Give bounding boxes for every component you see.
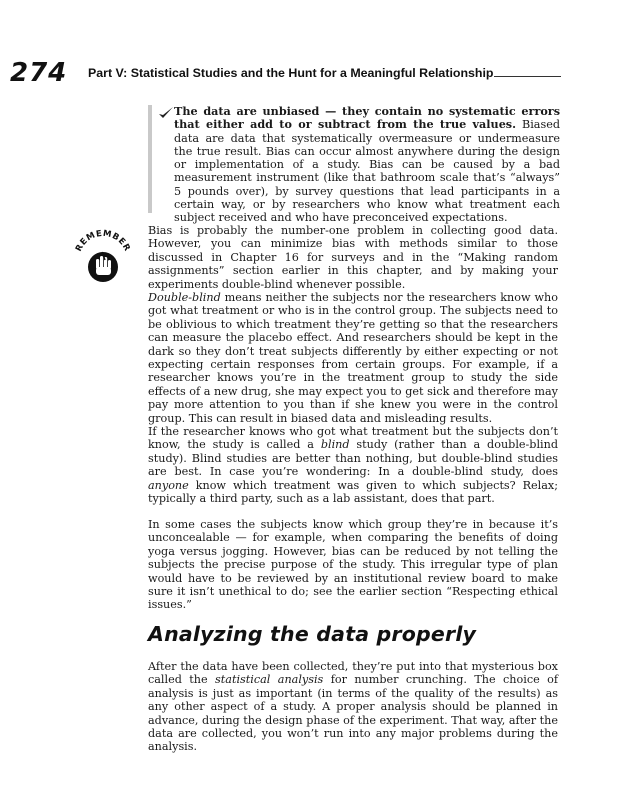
paragraph-blind-study <box>148 425 558 505</box>
paragraph-blind-study-c: know which treatment was given to which subjects? Relax; typically a third party, such as a lab assistant, does that part. <box>148 478 558 506</box>
page-header <box>10 58 570 90</box>
remember-icon <box>72 226 134 288</box>
term-blind: blind <box>320 438 350 452</box>
paragraph-bias: Bias is probably the number-one problem in collecting good data. However, you can minimize bias with methods similar to those discussed in Chapter 16 for surveys and in the “Making random assignments” section earlier in this chapter, and by making your experiments double-blind whenever possible. <box>148 224 558 291</box>
paragraph-unconcealable: In some cases the subjects know which group they’re in because it’s unconcealable — for example, when comparing the benefits of doing yoga versus jogging. However, bias can be reduced by not telling the subjects the precise purpose of the study. This irregular type of plan would have to be reviewed by an institutional review board to make sure it isn’t unethical to do; see the earlier section “Respecting ethical issues.” <box>148 518 558 612</box>
header-rule <box>494 76 561 77</box>
term-statistical-analysis: statistical analysis <box>215 673 324 687</box>
paragraph-double-blind-body: means neither the subjects nor the researchers know who got what treatment or who is in the control group. The subjects need to be oblivious to which treatment they’re getting so that the researchers can measure the placebo effect. And researchers should be kept in the dark so they don’t treat subjects differently by either expecting or not expecting certain responses from certain groups. For example, if a researcher knows you’re in the treatment group to study the side effects of a new drug, she may expect you to get sick and therefore may pay more attention to you than if she knew you were in the control group. This can result in biased data and misleading results. <box>148 291 558 425</box>
term-double-blind: Double-blind <box>148 291 221 304</box>
emphasis-anyone: anyone <box>148 478 189 492</box>
bullet-text <box>174 105 560 225</box>
bullet-body: Biased data are data that systematically overmeasure or undermeasure the true result. Bias can occur almost anywhere during the design or implementation of a study. Bias can be caused by a bad measurement instrument (like that bathroom scale that’s “always” 5 pounds over), by survey questions that lead participants in a certain way, or by researchers who know what treatment each subject received and who have preconceived expectations. <box>174 118 560 225</box>
svg-text:REMEMBER <box>74 229 132 254</box>
bullet-lead-bold: The data are unbiased — they contain no systematic errors that either add to or subtract from the true values. <box>174 104 560 132</box>
page-number: 274 <box>10 58 68 88</box>
section-heading: Analyzing the data properly <box>148 622 477 646</box>
paragraph-analysis <box>148 660 558 754</box>
paragraph-blind-study-a: If the researcher knows who got what treatment but the subjects don’t know, the study is called a <box>148 425 558 452</box>
running-head: Part V: Statistical Studies and the Hunt for a Meaningful Relationship <box>88 66 494 80</box>
checkmark-bullet-icon <box>158 106 174 120</box>
paragraph-analysis-a: After the data have been collected, they’re put into that mysterious box called the <box>148 660 558 687</box>
paragraph-double-blind <box>148 291 558 425</box>
remember-icon-label: REMEMBER <box>73 228 133 254</box>
paragraph-blind-study-b: study (rather than a double-blind study). Blind studies are better than nothing, but double-blind studies are best. In case you’re wondering: In a double-blind study, does <box>148 438 558 479</box>
paragraph-analysis-b: for number crunching. The choice of analysis is just as important (in terms of the quality of the results) as any other aspect of a study. A proper analysis should be planned in advance, during the design phase of the experiment. That way, after the data are collected, you won’t run into any major problems during the analysis. <box>148 673 558 754</box>
bullet-margin-bar <box>148 105 152 213</box>
